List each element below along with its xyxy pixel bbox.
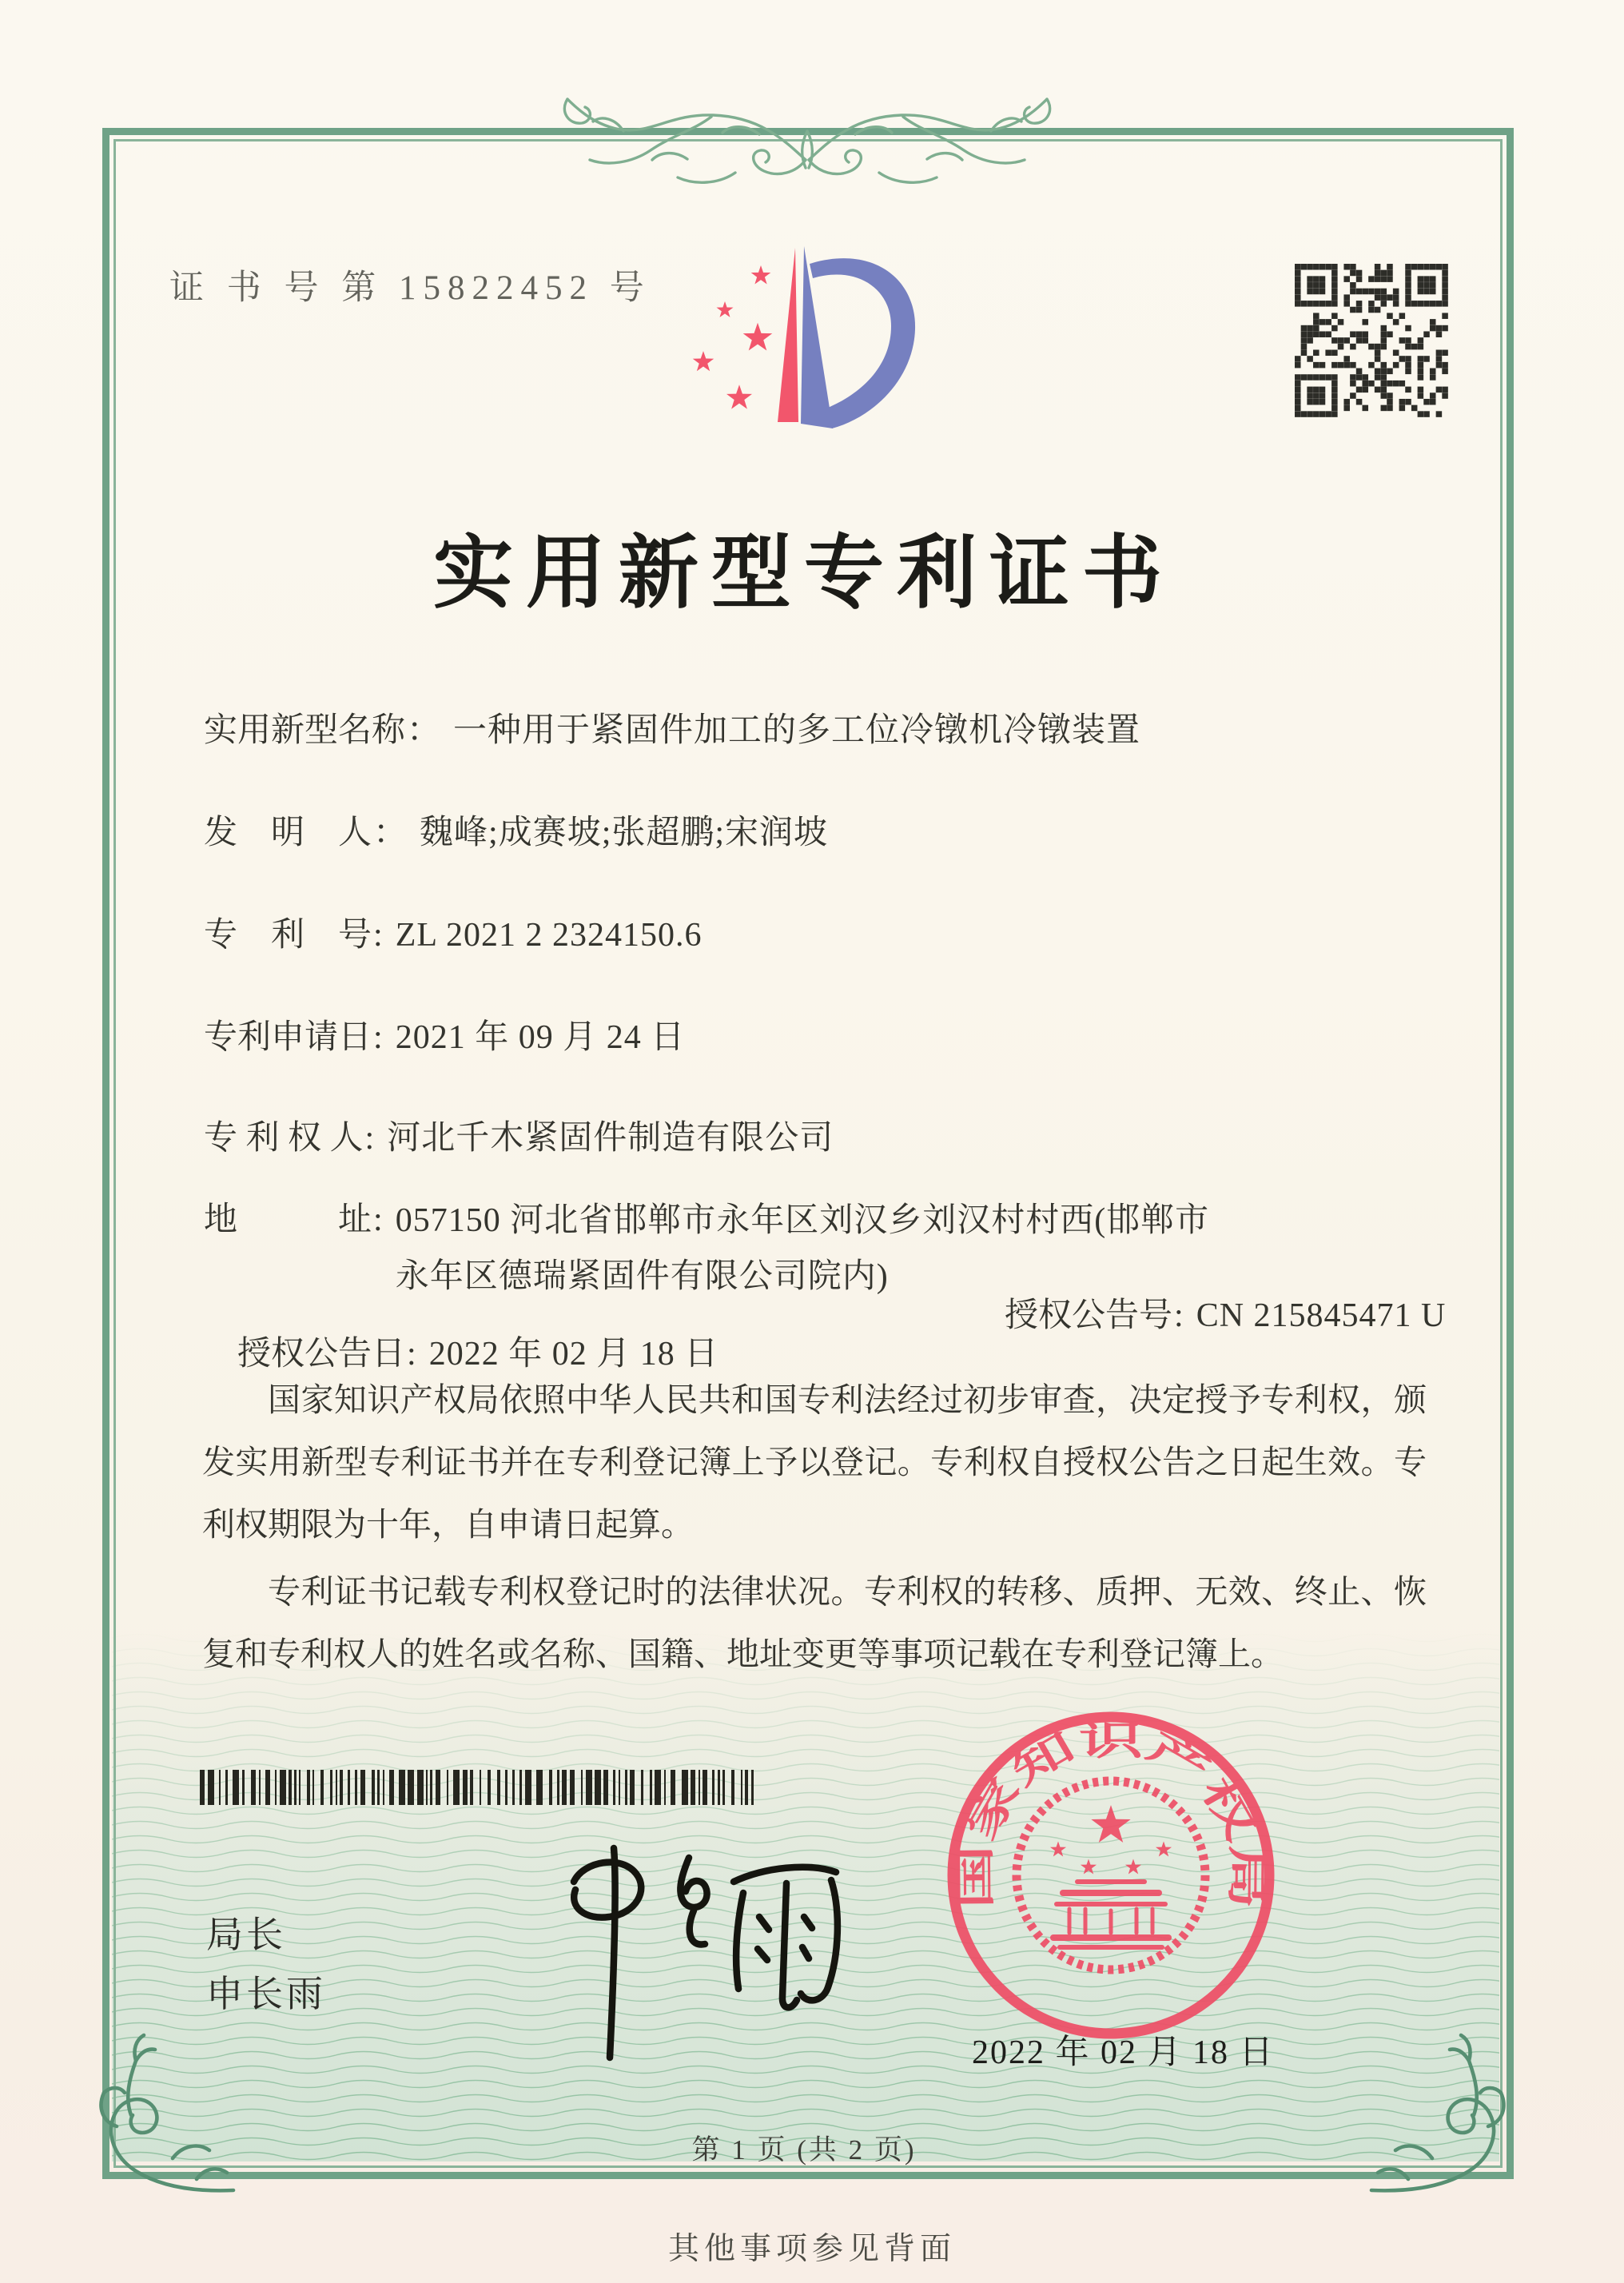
- legal-paragraph-1: 国家知识产权局依照中华人民共和国专利法经过初步审查，决定授予专利权，颁发实用新型专利证书并在专利登记簿上予以登记。专利权自授权公告之日起生效。专利权期限为十年，自申请日起算。: [202, 1381, 1427, 1543]
- qr-code: [1295, 264, 1448, 417]
- grant-date-value: 2022 年 02 月 18 日: [428, 1336, 719, 1373]
- field-colon: :: [373, 1201, 383, 1238]
- grant-number-group: [1005, 1289, 1446, 1337]
- bottom-left-flourish: [85, 2030, 237, 2194]
- field-label: 地 址: [204, 1201, 372, 1238]
- seal-emblem-gate: [1053, 1882, 1168, 1947]
- grant-number-label: 授权公告号: [1005, 1297, 1173, 1334]
- grant-number-value: CN 215845471 U: [1196, 1297, 1447, 1334]
- field-label: 专利申请日: [204, 1019, 372, 1056]
- logo-red-blade: [778, 248, 798, 422]
- legal-paragraphs: [202, 1369, 1427, 1690]
- field-row-patent-number: [204, 908, 702, 956]
- grant-date-label: 授权公告日: [237, 1336, 406, 1373]
- page-number: 第 1 页 (共 2 页): [691, 2134, 917, 2165]
- field-row-patentee: [204, 1111, 834, 1159]
- field-value: 一种用于紧固件加工的多工位冷镦机冷镦装置: [453, 712, 1141, 749]
- field-value: 河北千木紧固件制造有限公司: [387, 1120, 834, 1157]
- certificate-title: 实用新型专利证书: [433, 529, 1175, 618]
- field-value: 057150 河北省邯郸市永年区刘汉乡刘汉村村西(邯郸市永年区德瑞紧固件有限公司院内): [395, 1202, 1210, 1295]
- field-value: 魏峰;成赛坡;张超鹏;宋润坡: [420, 815, 829, 851]
- seal-emblem-stars: [1050, 1805, 1172, 1874]
- cnipa-patent-logo: [675, 237, 931, 476]
- cnipa-red-seal: [937, 1701, 1285, 2050]
- field-value: 2021 年 09 月 24 日: [395, 1019, 686, 1056]
- director-signature: [480, 1831, 855, 2070]
- field-label: 实用新型名称: [204, 712, 406, 749]
- top-flourish-ornament: [551, 83, 1063, 223]
- grant-date-colon: :: [407, 1336, 416, 1373]
- field-row-filing-date: [204, 1010, 685, 1058]
- barcode: [200, 1770, 764, 1805]
- field-label: 专 利 号: [204, 917, 372, 954]
- field-label: 发 明 人: [204, 815, 372, 851]
- seal-date: 2022 年 02 月 18 日: [972, 2034, 1275, 2071]
- field-colon: :: [373, 1019, 383, 1056]
- field-row-address: [204, 1193, 1243, 1305]
- field-colon: ：: [407, 712, 441, 749]
- certificate-number: 证 书 号 第 15822452 号: [169, 269, 651, 307]
- logo-stars: [693, 265, 773, 409]
- grant-number-colon: :: [1174, 1297, 1184, 1334]
- field-row-inventors: [204, 806, 828, 854]
- seal-agency-text: 国家知识产权局: [953, 1718, 1269, 1910]
- seal-ring: [953, 1717, 1269, 2034]
- director-title: 局长: [206, 1914, 286, 1955]
- bottom-right-flourish: [1368, 2030, 1520, 2194]
- field-colon: ：: [373, 815, 408, 851]
- field-colon: :: [364, 1120, 375, 1157]
- field-label: 专 利 权 人: [204, 1120, 364, 1157]
- field-row-utility-name: [204, 703, 1140, 751]
- field-value: ZL 2021 2 2324150.6: [395, 917, 703, 954]
- legal-paragraph-2: 专利证书记载专利权登记时的法律状况。专利权的转移、质押、无效、终止、恢复和专利权人的姓名或名称、国籍、地址变更等事项记载在专利登记簿上。: [202, 1573, 1427, 1672]
- director-name: 申长雨: [206, 1974, 326, 2014]
- back-side-note: 其他事项参见背面: [667, 2232, 956, 2266]
- field-colon: :: [373, 917, 383, 954]
